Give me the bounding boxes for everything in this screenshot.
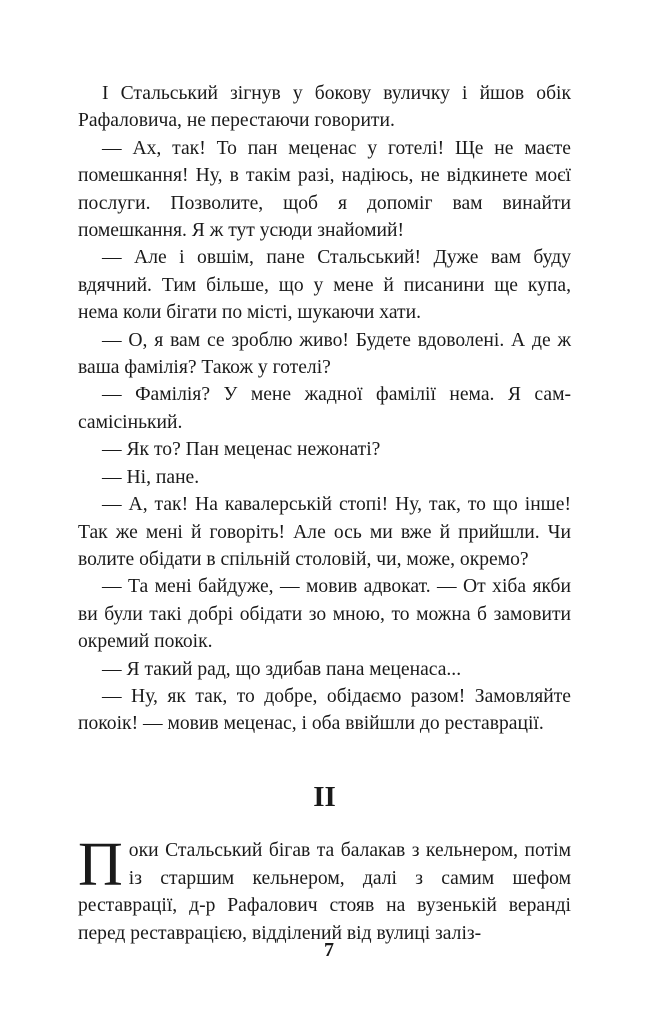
paragraph: — Ну, як так, то добре, обідаємо разом! Замовляйте покоік! — мовив меценас, і оба ввійшли до реставрації. xyxy=(78,685,571,735)
paragraph: — А, так! На кавалерській стопі! Ну, так, то що інше! Так же мені й говоріть! Але ось ми вже й прийшли. Чи волите обідати в спільній столовій, чи, може, окремо? xyxy=(78,494,571,570)
drop-cap: П xyxy=(78,830,123,899)
paragraph: — О, я вам се зроблю живо! Будете вдоволені. А де ж ваша фамілія? Також у готелі? xyxy=(78,329,571,379)
paragraph: І Стальський зігнув у бокову вуличку і йшов обік Рафаловича, не перестаючи говорити. xyxy=(78,83,571,132)
paragraph: — Фамілія? У мене жадної фамілії нема. Я сам-самісінький. xyxy=(78,384,571,433)
paragraph: — Та мені байдуже, — мовив адвокат. — От хіба якби ви були такі добрі обідати зо мною, то можна б замовити окремий покоік. xyxy=(78,576,571,653)
paragraph: — Ах, так! То пан меценас у готелі! Ще не маєте помешкання! Ну, в такім разі, надіюсь, не відкинете моєї послуги. Позволите, щоб я допоміг вам винайти помешкання. Я ж тут усюди знайомий! xyxy=(78,137,571,242)
paragraph: — Як то? Пан меценас нежонаті? xyxy=(102,439,381,461)
paragraph: — Ні, пане. xyxy=(102,466,200,488)
chapter-opening-paragraph xyxy=(78,830,571,948)
page-number: 7 xyxy=(324,939,334,961)
paragraph: — Але і овшім, пане Стальський! Дуже вам буду вдячний. Тим більше, що у мене й писанини ще купа, нема коли бігати по місті, шукаючи хати. xyxy=(78,247,571,324)
page-text-block xyxy=(78,80,571,948)
paragraph: — Я такий рад, що здибав пана меценаса... xyxy=(102,658,462,680)
chapter-text: оки Стальський бігав та балакав з кельнером, потім із старшим кельнером, далі з самим шефом реставрації, д-р Рафалович стояв на вузенькій веранді перед реставрацією, відділений від вулиці заліз- xyxy=(78,839,571,945)
chapter-heading: II xyxy=(313,780,336,813)
